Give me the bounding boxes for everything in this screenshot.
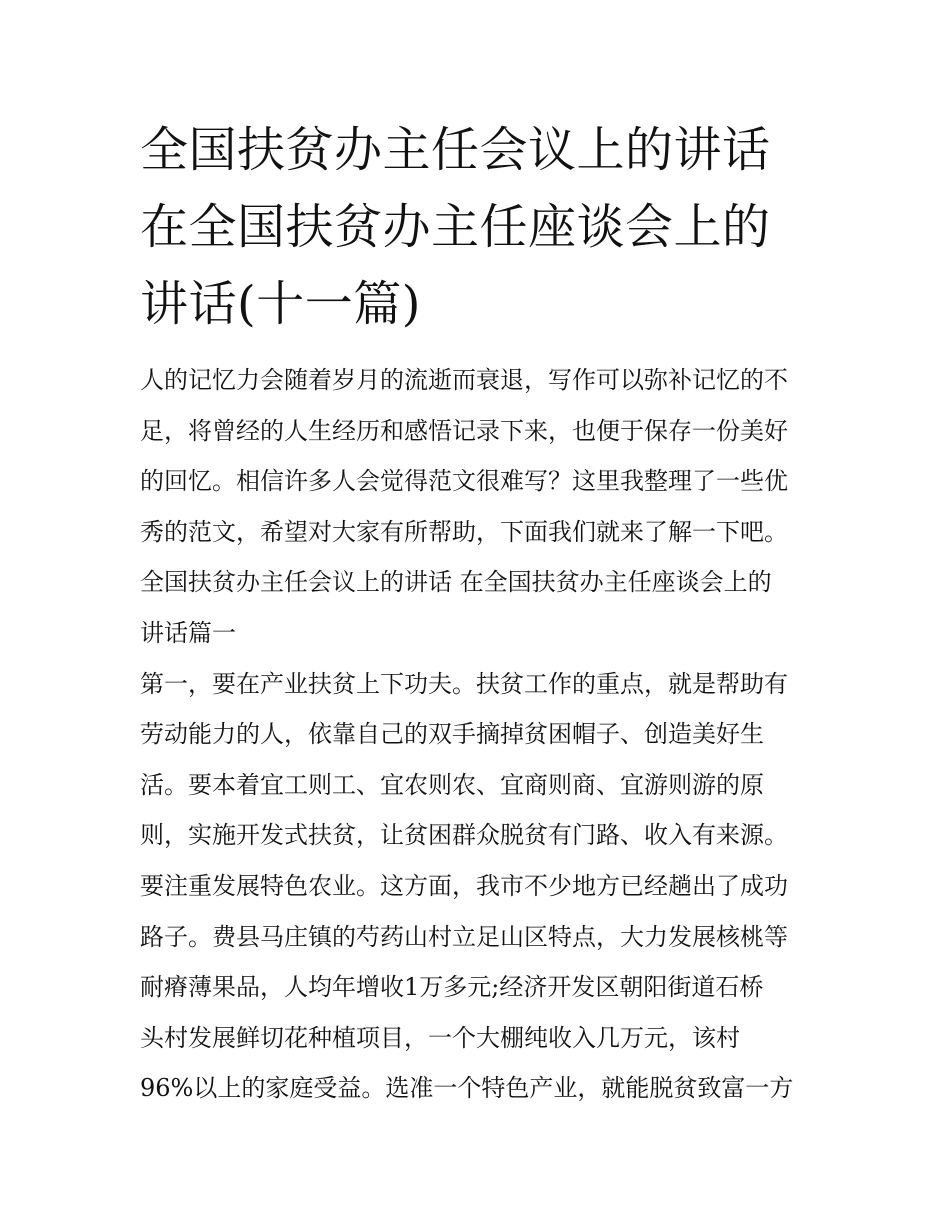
- body-line: 秀的范文，希望对大家有所帮助，下面我们就来了解一下吧。: [140, 517, 788, 546]
- title-line: 在全国扶贫办主任座谈会上的: [140, 199, 771, 255]
- body-line: 路子。费县马庄镇的芍药山村立足山区特点，大力发展核桃等: [140, 922, 788, 951]
- body-line: 耐瘠薄果品，人均年增收1万多元;经济开发区朝阳街道石桥: [140, 973, 764, 1002]
- body-line: 96%以上的家庭受益。选准一个特色产业，就能脱贫致富一方: [140, 1074, 794, 1103]
- body-line: 劳动能力的人，依靠自己的双手摘掉贫困帽子、创造美好生: [140, 720, 764, 749]
- title-line: 全国扶贫办主任会议上的讲话: [140, 122, 771, 178]
- section-heading-line: 全国扶贫办主任会议上的讲话 在全国扶贫办主任座谈会上的: [140, 568, 772, 597]
- document-title: [140, 112, 820, 343]
- body-line: 要注重发展特色农业。这方面，我市不少地方已经趟出了成功: [140, 871, 788, 900]
- section-heading-line: 讲话篇一: [140, 618, 236, 647]
- body-line: 的回忆。相信许多人会觉得范文很难写？这里我整理了一些优: [140, 467, 788, 496]
- body-line: 足，将曾经的人生经历和感悟记录下来，也便于保存一份美好: [140, 416, 788, 445]
- document-body: [140, 355, 820, 1114]
- body-line: 头村发展鲜切花种植项目，一个大棚纯收入几万元，该村: [140, 1023, 740, 1052]
- body-line: 则，实施开发式扶贫，让贫困群众脱贫有门路、收入有来源。: [140, 821, 788, 850]
- title-line: 讲话(十一篇): [140, 276, 421, 332]
- body-line: 人的记忆力会随着岁月的流逝而衰退，写作可以弥补记忆的不: [140, 366, 788, 394]
- body-line: 活。要本着宜工则工、宜农则农、宜商则商、宜游则游的原: [140, 770, 764, 799]
- body-line: 第一，要在产业扶贫上下功夫。扶贫工作的重点，就是帮助有: [140, 669, 788, 698]
